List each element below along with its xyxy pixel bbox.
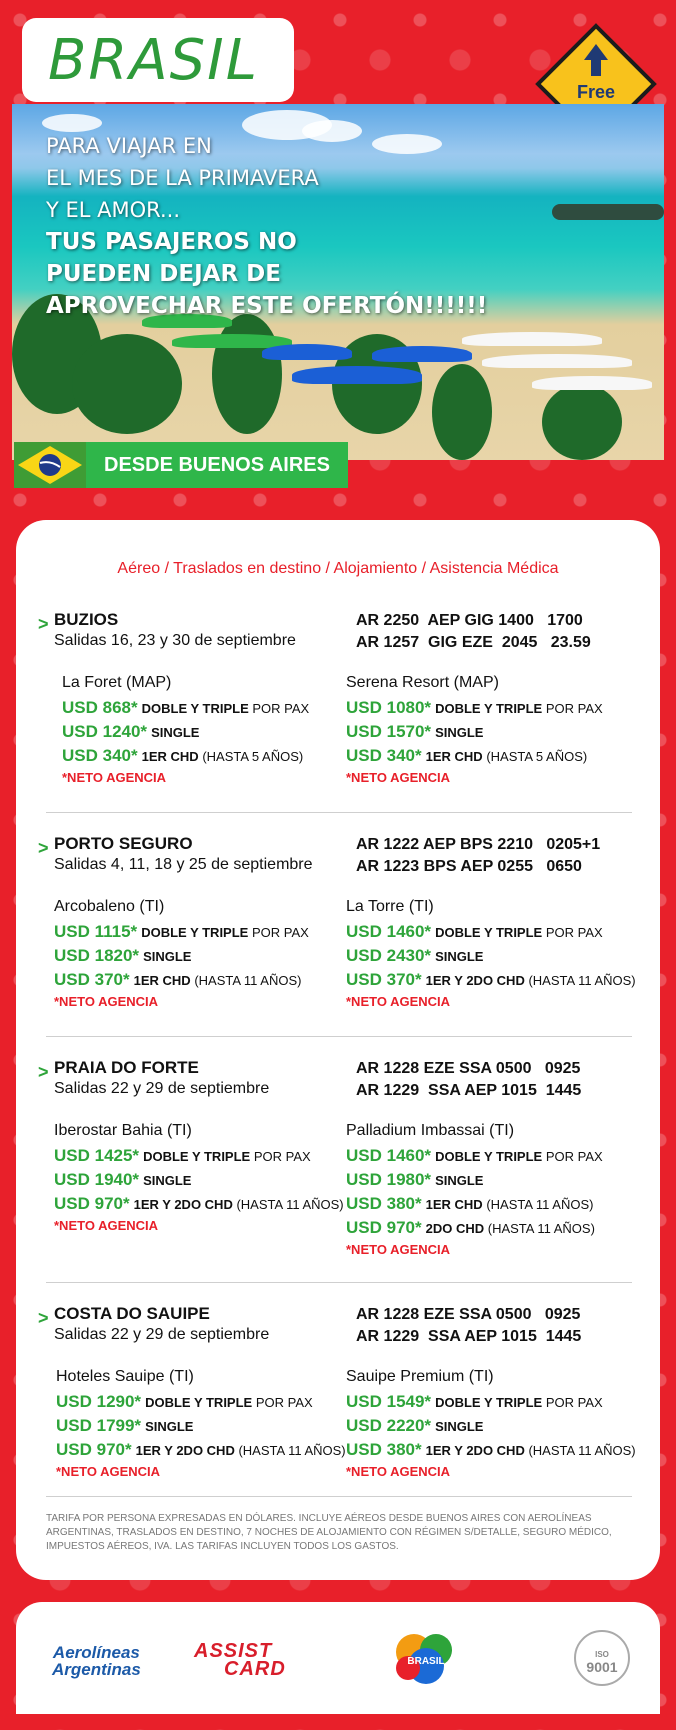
price-row: USD 1980* SINGLE [346,1170,484,1189]
price-row: USD 380* 1ER Y 2DO CHD (HASTA 11 AÑOS) [346,1440,636,1459]
destination-dates: Salidas 4, 11, 18 y 25 de septiembre [54,856,313,873]
hero-beach-image [12,104,664,460]
destination-name: PORTO SEGURO [54,834,193,853]
price-row: USD 1460* DOBLE Y TRIPLE POR PAX [346,922,603,941]
chevron-right-icon: > [38,614,49,634]
offers-card [16,520,660,1580]
page-title: BRASIL [48,27,259,93]
neto-agencia-note: *NETO AGENCIA [54,1218,159,1233]
flight-return: AR 1257 GIG EZE 2045 23.59 [356,634,591,651]
price-row: USD 1820* SINGLE [54,946,192,965]
price-row: USD 1425* DOBLE Y TRIPLE POR PAX [54,1146,311,1165]
price-row: USD 1115* DOBLE Y TRIPLE POR PAX [54,922,309,941]
neto-agencia-note: *NETO AGENCIA [346,1242,451,1257]
price-row: USD 1799* SINGLE [56,1416,194,1435]
brand-title-box [22,18,294,102]
neto-agencia-note: *NETO AGENCIA [346,1464,451,1479]
iso-number: 9001 [586,1659,618,1675]
section-divider [46,1282,632,1283]
freeway-logo-line1: Free [576,82,616,102]
hero-line-3: Y EL AMOR... [46,198,181,222]
brazil-flag-icon [14,442,86,488]
hotel-name: Palladium Imbassai (TI) [346,1122,515,1139]
hotel-name: Iberostar Bahia (TI) [54,1122,192,1139]
hotel-card [346,898,636,1009]
destination-dates: Salidas 22 y 29 de septiembre [54,1326,270,1343]
price-row: USD 1940* SINGLE [54,1170,192,1189]
flight-return: AR 1223 BPS AEP 0255 0650 [356,858,582,875]
price-row: USD 1570* SINGLE [346,722,484,741]
hero-line-5: PUEDEN DEJAR DE [46,261,281,287]
brasil-tourism-logo [394,1630,458,1686]
hero-headline [46,130,606,322]
hotel-name: Hoteles Sauipe (TI) [56,1368,194,1385]
price-row: USD 340* 1ER CHD (HASTA 5 AÑOS) [346,746,588,765]
hotel-card [62,674,352,785]
price-row: USD 340* 1ER CHD (HASTA 5 AÑOS) [62,746,304,765]
hero-line-6: APROVECHAR ESTE OFERTÓN!!!!!! [46,293,488,319]
destination-name: BUZIOS [54,610,119,629]
hero-line-1: PARA VIAJAR EN [46,134,212,158]
iso-9001-badge [574,1630,630,1686]
hotel-name: Serena Resort (MAP) [346,674,499,691]
assist-card-logo: ASSIST CARD [194,1640,286,1680]
price-row: USD 1240* SINGLE [62,722,200,741]
flight-outbound: AR 1222 AEP BPS 2210 0205+1 [356,836,601,853]
price-row: USD 1549* DOBLE Y TRIPLE POR PAX [346,1392,603,1411]
hero-line-2: EL MES DE LA PRIMAVERA [46,166,319,190]
flight-return: AR 1229 SSA AEP 1015 1445 [356,1328,582,1345]
neto-agencia-note: *NETO AGENCIA [346,994,451,1009]
section-divider [46,812,632,813]
price-row: USD 1460* DOBLE Y TRIPLE POR PAX [346,1146,603,1165]
hotel-name: Sauipe Premium (TI) [346,1368,494,1385]
price-row: USD 970* 2DO CHD (HASTA 11 AÑOS) [346,1218,595,1237]
flight-outbound: AR 1228 EZE SSA 0500 0925 [356,1306,581,1323]
price-row: USD 868* DOBLE Y TRIPLE POR PAX [62,698,310,717]
hotel-card [54,898,344,1009]
price-row: USD 1290* DOBLE Y TRIPLE POR PAX [56,1392,313,1411]
destination-name: PRAIA DO FORTE [54,1058,199,1077]
hotel-card [56,1368,346,1479]
hotel-name: La Foret (MAP) [62,674,172,691]
hotel-card [346,1368,636,1479]
neto-agencia-note: *NETO AGENCIA [346,770,451,785]
terms-footnote: TARIFA POR PERSONA EXPRESADAS EN DÓLARES. INCLUYE AÉREOS DESDE BUENOS AIRES CON AEROLÍNEAS ARGENTINAS, TRASLADOS EN DESTINO, 7 NOCHES DE ALOJAMIENTO CON RÉGIMEN S/DETALLE, SEGURO MÉDICO, IMPUESTOS AÉREOS, IVA. LAS TARIFAS INCLUYEN TODOS LOS GASTOS. [46,1513,612,1552]
hotel-card [54,1122,344,1233]
price-row: USD 1080* DOBLE Y TRIPLE POR PAX [346,698,603,717]
flight-outbound: AR 1228 EZE SSA 0500 0925 [356,1060,581,1077]
iso-label: ISO [595,1650,609,1659]
price-row: USD 380* 1ER CHD (HASTA 11 AÑOS) [346,1194,594,1213]
brasil-logo-text: BRASIL [407,1656,445,1667]
flight-outbound: AR 2250 AEP GIG 1400 1700 [356,612,583,629]
price-row: USD 370* 1ER Y 2DO CHD (HASTA 11 AÑOS) [346,970,636,989]
price-row: USD 970* 1ER Y 2DO CHD (HASTA 11 AÑOS) [54,1194,344,1213]
price-row: USD 2430* SINGLE [346,946,484,965]
destination-name: COSTA DO SAUIPE [54,1304,210,1323]
hotel-card [346,1122,636,1257]
destination-dates: Salidas 22 y 29 de septiembre [54,1080,270,1097]
package-includes: Aéreo / Traslados en destino / Alojamiento / Asistencia Médica [117,560,559,577]
neto-agencia-note: *NETO AGENCIA [62,770,167,785]
chevron-right-icon: > [38,1308,49,1328]
hotel-card [346,674,636,785]
flight-return: AR 1229 SSA AEP 1015 1445 [356,1082,582,1099]
aerolineas-argentinas-logo: Aerolíneas Argentinas [52,1643,141,1679]
section-divider [46,1036,632,1037]
partner-logos-bar [16,1602,660,1714]
hero-line-4: TUS PASAJEROS NO [46,229,297,255]
hotel-name: Arcobaleno (TI) [54,898,165,915]
hotel-name: La Torre (TI) [346,898,434,915]
section-divider [46,1496,632,1497]
neto-agencia-note: *NETO AGENCIA [56,1464,161,1479]
price-row: USD 970* 1ER Y 2DO CHD (HASTA 11 AÑOS) [56,1440,346,1459]
price-row: USD 2220* SINGLE [346,1416,484,1435]
price-row: USD 370* 1ER CHD (HASTA 11 AÑOS) [54,970,302,989]
chevron-right-icon: > [38,838,49,858]
origin-banner: DESDE BUENOS AIRES [86,442,348,488]
chevron-right-icon: > [38,1062,49,1082]
neto-agencia-note: *NETO AGENCIA [54,994,159,1009]
destination-dates: Salidas 16, 23 y 30 de septiembre [54,632,296,649]
